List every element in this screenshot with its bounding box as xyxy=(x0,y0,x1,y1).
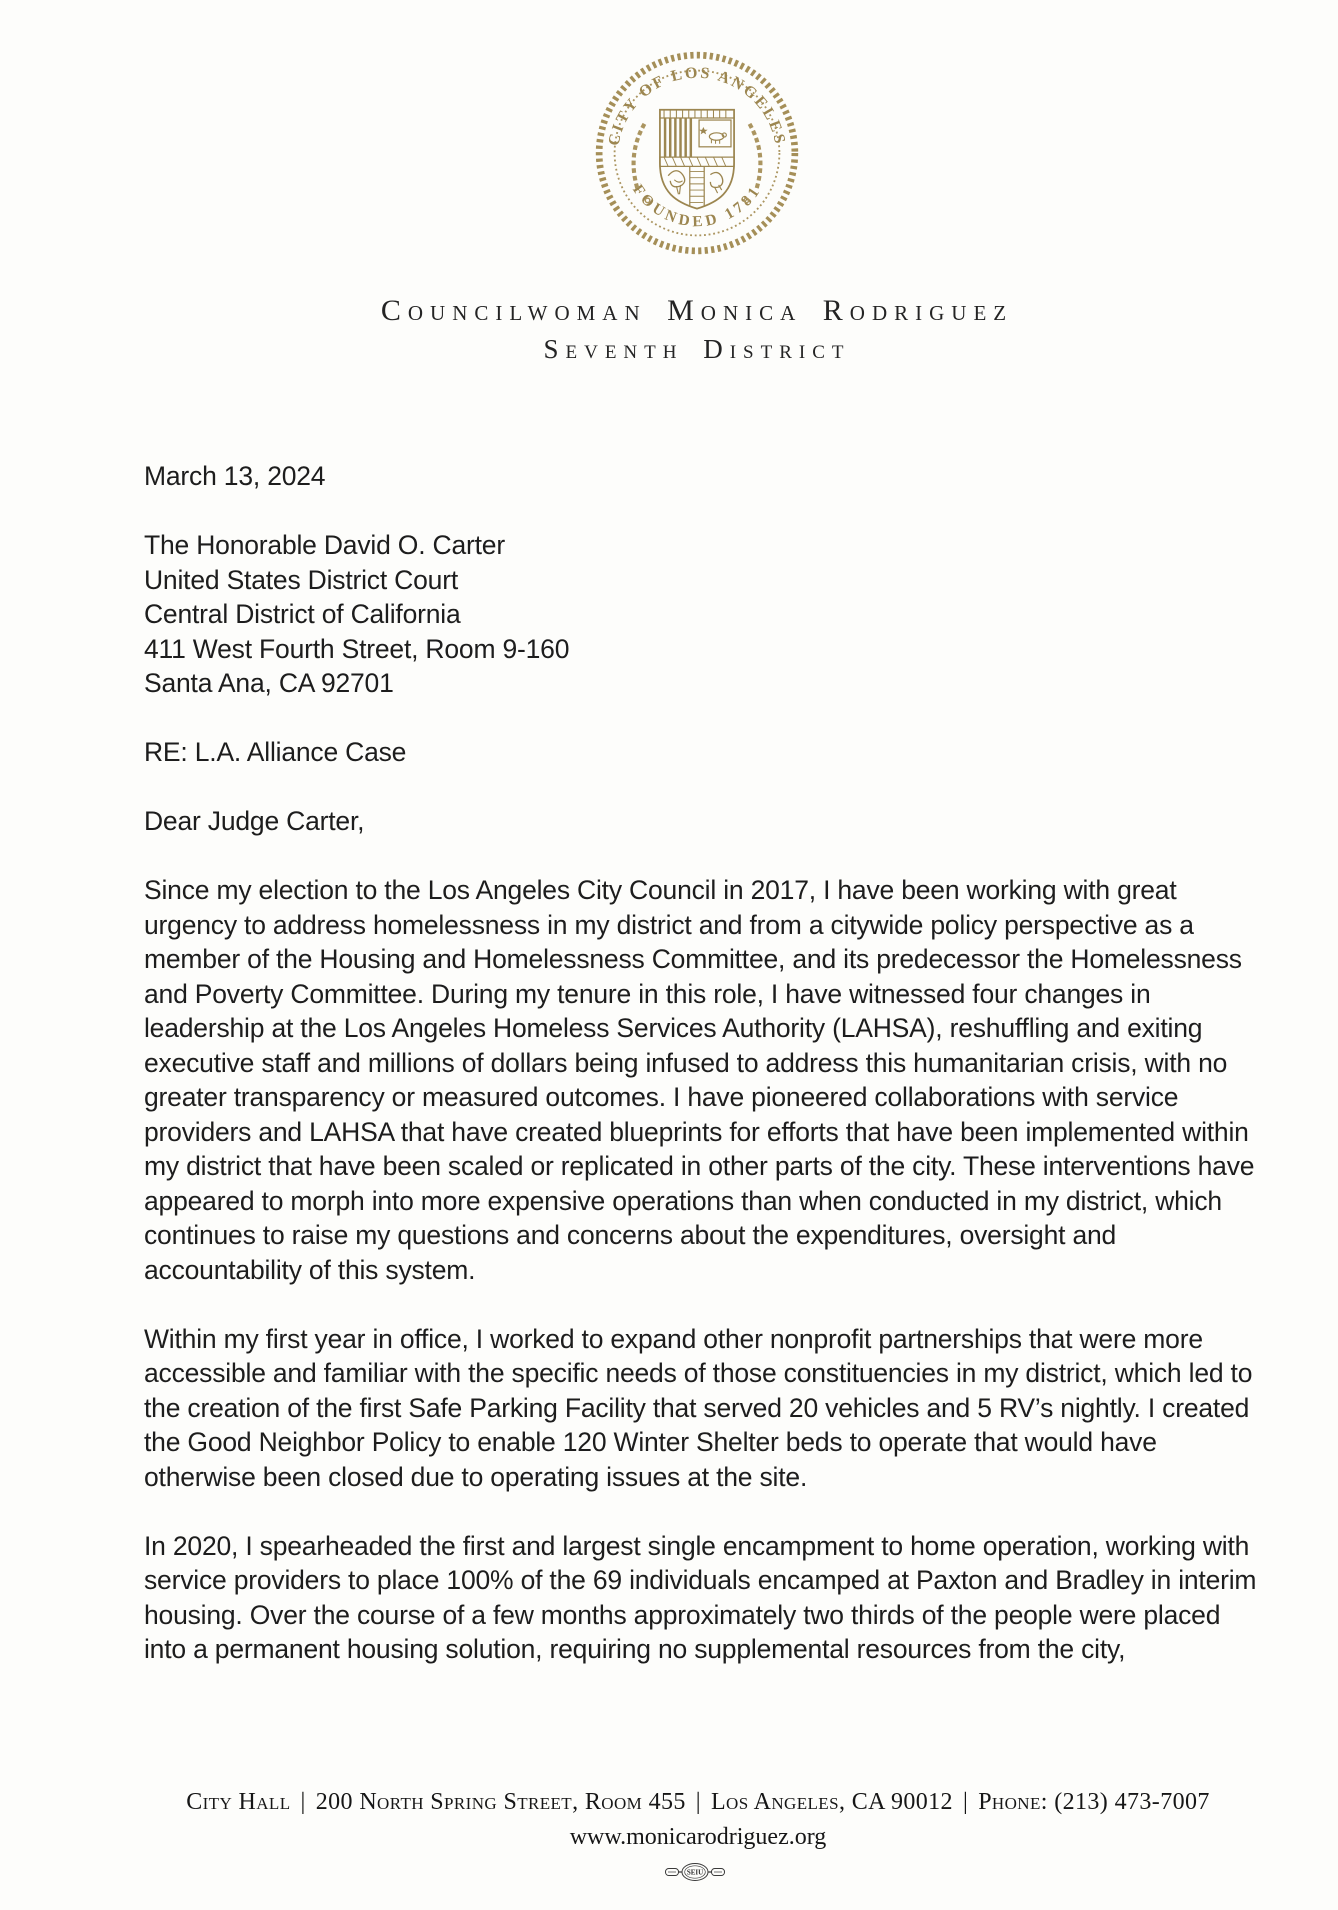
footer-city-hall: City Hall xyxy=(186,1789,291,1815)
seal-shield xyxy=(660,110,734,209)
footer-city-state: Los Angeles, CA 90012 xyxy=(710,1789,953,1815)
city-of-los-angeles-seal xyxy=(594,50,800,256)
footer-street: 200 North Spring Street, Room 455 xyxy=(315,1789,686,1815)
salutation: Dear Judge Carter, xyxy=(144,806,365,836)
union-bug-seiu-icon xyxy=(664,1860,726,1884)
footer-separator: | xyxy=(962,1789,969,1815)
recipient-line: 411 West Fourth Street, Room 9-160 xyxy=(144,633,570,664)
letterhead-district: Seventh District xyxy=(543,334,851,364)
seal-bottom-text: FOUNDED 1781 xyxy=(629,181,765,231)
recipient-address xyxy=(144,528,1258,701)
seal-top-text: CITY OF LOS ANGELES xyxy=(605,64,789,148)
union-bug-label: SEIU xyxy=(686,1868,704,1877)
body-paragraph-1: Since my election to the Los Angeles City Council in 2017, I have been working with great urgency to address homelessness in my district and from a citywide policy perspective as a member of the Housing and Homelessness Committee, and its predecessor the Homelessness and Poverty Committee. During my tenure in this role, I have witnessed four changes in leadership at the Los Angeles Homeless Services Authority (LAHSA), reshuffling and exiting executive staff and millions of dollars being infused to address this humanitarian crisis, with no greater transparency or measured outcomes. I have pioneered collaborations with service providers and LAHSA that have created blueprints for efforts that have been implemented within my district that have been scaled or replicated in other parts of the city. These interventions have appeared to morph into more expensive operations than when conducted in my district, which continues to raise my questions and concerns about the expenditures, oversight and accountability of this system. xyxy=(144,875,1255,1285)
recipient-line: Central District of California xyxy=(144,599,461,629)
body-paragraph-3: In 2020, I spearheaded the first and largest single encampment to home operation, working with service providers to place 100% of the 69 individuals encamped at Paxton and Bradley in interim housing. Over the course of a few months approximately two thirds of the people were placed into a permanent housing solution, requiring no supplemental resources from the city, xyxy=(144,1530,1257,1664)
body-paragraph-2: Within my first year in office, I worked to expand other nonprofit partnerships that were more accessible and familiar with the specific needs of those constituencies in my district, which led to the creation of the first Safe Parking Facility that served 20 vehicles and 5 RV’s nightly. I created the Good Neighbor Policy to enable 120 Winter Shelter beds to operate that would have otherwise been closed due to operating issues at the site. xyxy=(144,1323,1253,1492)
recipient-line: Santa Ana, CA 92701 xyxy=(144,668,394,698)
footer-website: www.monicarodriguez.org xyxy=(569,1824,827,1850)
footer-separator: | xyxy=(695,1789,701,1815)
letterhead-name: Councilwoman Monica Rodriguez xyxy=(380,294,1014,327)
subject-line: RE: L.A. Alliance Case xyxy=(144,737,407,767)
seal-wreath xyxy=(634,122,761,203)
letter-date: March 13, 2024 xyxy=(144,461,326,491)
footer-phone: Phone: (213) 473-7007 xyxy=(978,1789,1210,1815)
footer-separator: | xyxy=(300,1789,306,1815)
recipient-line: United States District Court xyxy=(144,564,458,595)
footer-contact-line xyxy=(29,1789,1338,1816)
letter-body xyxy=(144,459,1258,1701)
recipient-line: The Honorable David O. Carter xyxy=(144,530,505,560)
